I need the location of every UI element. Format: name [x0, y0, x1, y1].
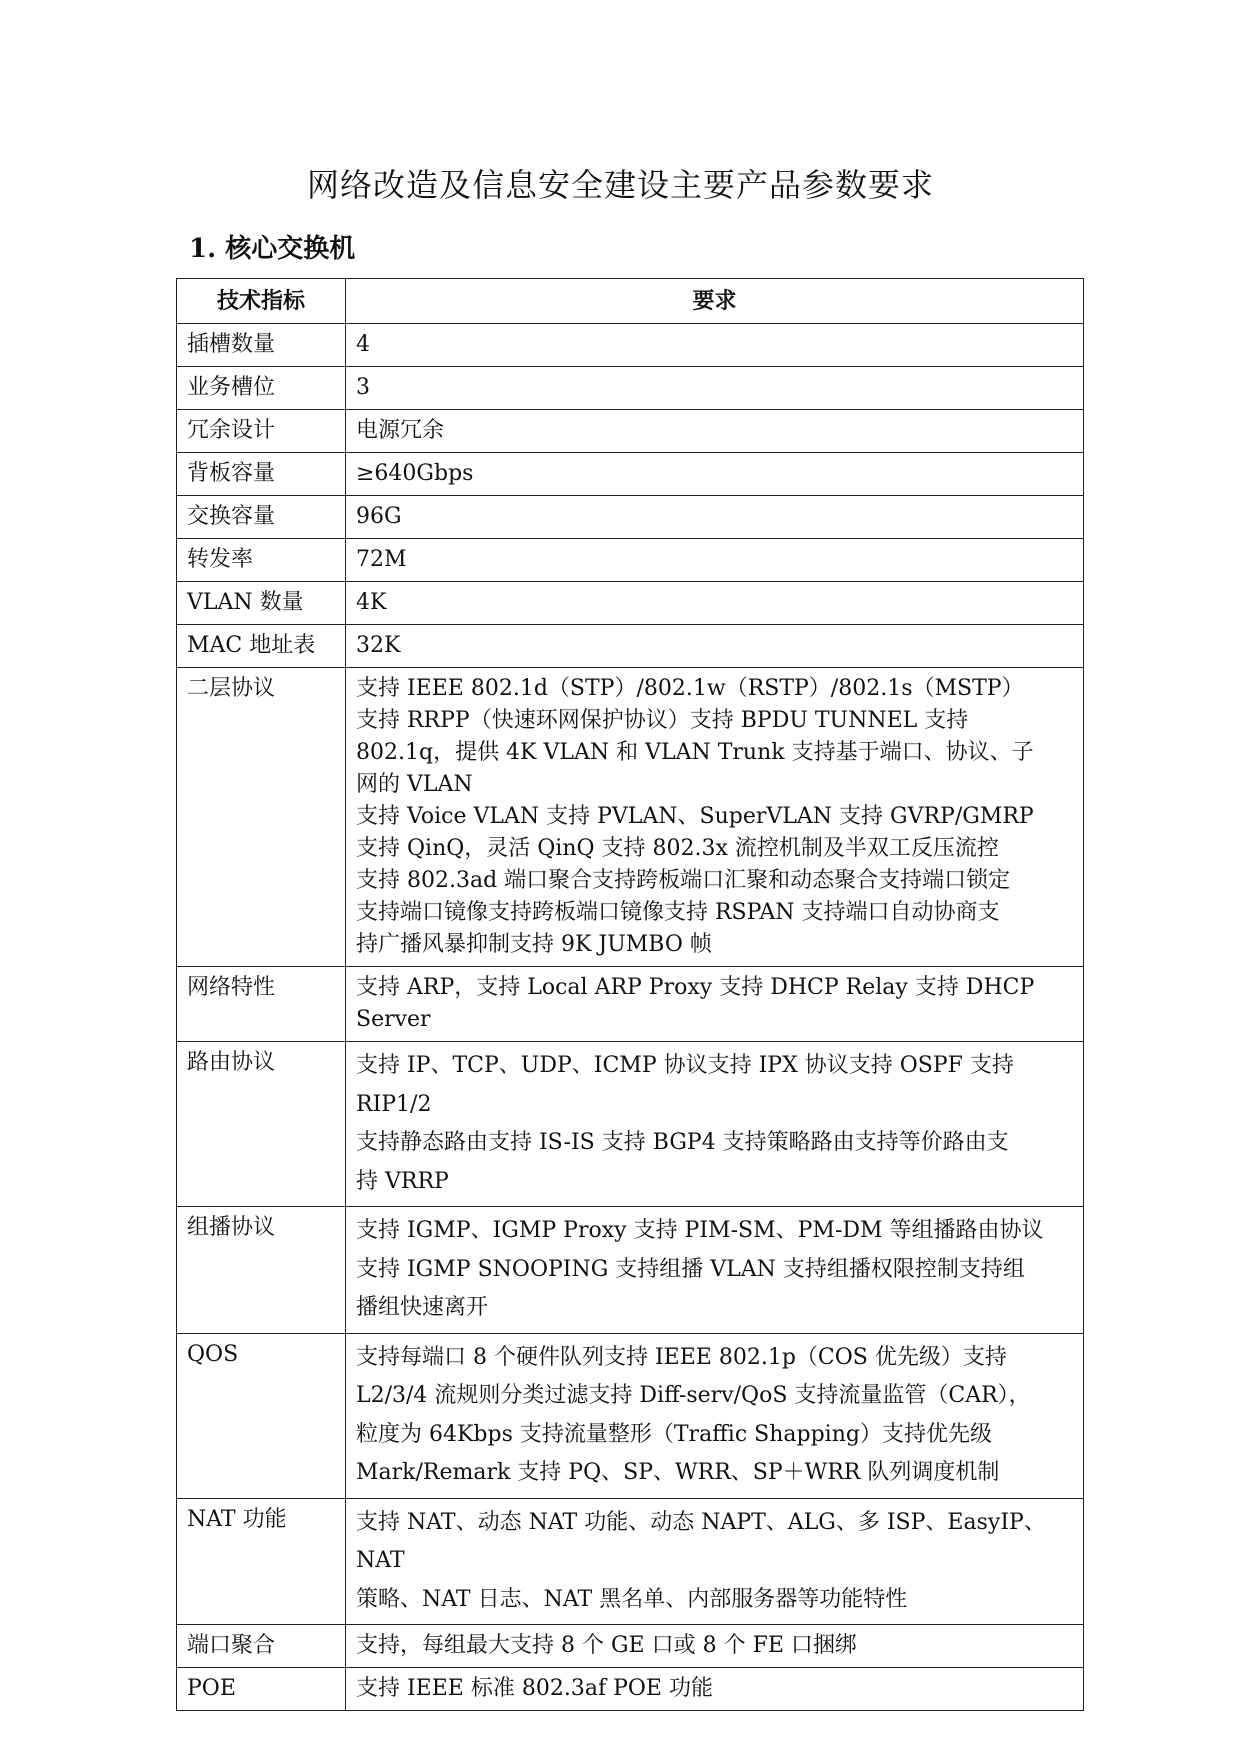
- spec-value-line: 3: [356, 375, 370, 400]
- spec-value-line: 支持 IEEE 802.1d（STP）/802.1w（RSTP）/802.1s（MSTP）: [356, 676, 1024, 701]
- spec-value: [346, 668, 1084, 967]
- table-header-row: [177, 279, 1084, 324]
- spec-value-line: 支持 IGMP、IGMP Proxy 支持 PIM-SM、PM-DM 等组播路由协议: [356, 1218, 1044, 1243]
- spec-value-line: 粒度为 64Kbps 支持流量整形（Traffic Shapping）支持优先级: [356, 1421, 992, 1447]
- spec-value-line: 支持 ARP，支持 Local ARP Proxy 支持 DHCP Relay 支持 DHCP: [356, 975, 1035, 1000]
- spec-name: 插槽数量: [177, 324, 346, 367]
- spec-value: [346, 625, 1084, 668]
- spec-value-line: 32K: [356, 633, 401, 658]
- spec-name: 转发率: [177, 539, 346, 582]
- spec-value-line: RIP1/2: [356, 1091, 432, 1117]
- spec-name: 冗余设计: [177, 410, 346, 453]
- spec-value-line: 电源冗余: [356, 418, 445, 443]
- table-row: [177, 1333, 1084, 1498]
- spec-name: 背板容量: [177, 453, 346, 496]
- spec-value-line: 支持每端口 8 个硬件队列支持 IEEE 802.1p（COS 优先级）支持: [356, 1344, 1007, 1370]
- spec-value-line: 支持 NAT、动态 NAT 功能、动态 NAPT、ALG、多 ISP、EasyIP、NAT: [356, 1509, 1046, 1573]
- spec-value-line: 策略、NAT 日志、NAT 黑名单、内部服务器等功能特性: [356, 1586, 908, 1612]
- spec-value-line: 支持 Voice VLAN 支持 PVLAN、SuperVLAN 支持 GVRP/GMRP: [356, 804, 1034, 829]
- spec-value-line: 支持 RRPP（快速环网保护协议）支持 BPDU TUNNEL 支持: [356, 708, 969, 733]
- table-row: [177, 1498, 1084, 1625]
- spec-value: [346, 410, 1084, 453]
- spec-value-line: 支持 802.3ad 端口聚合支持跨板端口汇聚和动态聚合支持端口锁定: [356, 868, 1011, 893]
- spec-value-line: 支持 IGMP SNOOPING 支持组播 VLAN 支持组播权限控制支持组: [356, 1256, 1025, 1282]
- spec-value: [346, 1668, 1084, 1711]
- document-title: 网络改造及信息安全建设主要产品参数要求: [306, 166, 934, 204]
- spec-value-line: 4: [356, 332, 370, 357]
- table-row: [177, 410, 1084, 453]
- spec-value-line: 802.1q，提供 4K VLAN 和 VLAN Trunk 支持基于端口、协议、子: [356, 740, 1034, 765]
- spec-value: [346, 1207, 1084, 1334]
- spec-value-line: 96G: [356, 504, 402, 529]
- table-row: [177, 539, 1084, 582]
- spec-name: 组播协议: [177, 1207, 346, 1334]
- spec-value: [346, 496, 1084, 539]
- spec-value-line: 4K: [356, 590, 387, 615]
- spec-value: [346, 367, 1084, 410]
- table-row: [177, 668, 1084, 967]
- spec-name: 端口聚合: [177, 1625, 346, 1668]
- spec-value-line: 支持端口镜像支持跨板端口镜像支持 RSPAN 支持端口自动协商支: [356, 900, 1000, 925]
- spec-value: [346, 1625, 1084, 1668]
- spec-value: [346, 1042, 1084, 1207]
- table-row: [177, 1042, 1084, 1207]
- spec-value-line: 持 VRRP: [356, 1168, 449, 1194]
- spec-name: 路由协议: [177, 1042, 346, 1207]
- spec-value: [346, 582, 1084, 625]
- spec-name: 二层协议: [177, 668, 346, 967]
- spec-value-line: 支持，每组最大支持 8 个 GE 口或 8 个 FE 口捆绑: [356, 1633, 857, 1658]
- spec-value-line: 支持静态路由支持 IS-IS 支持 BGP4 支持策略路由支持等价路由支: [356, 1130, 1009, 1155]
- spec-name: NAT 功能: [177, 1498, 346, 1625]
- section-heading: 1. 核心交换机: [189, 234, 356, 264]
- spec-value-line: ≥640Gbps: [356, 461, 474, 486]
- spec-value: [346, 539, 1084, 582]
- header-requirement: 要求: [346, 279, 1084, 324]
- table-row: [177, 582, 1084, 625]
- spec-value-line: 播组快速离开: [356, 1295, 489, 1320]
- spec-name: 业务槽位: [177, 367, 346, 410]
- spec-name: 交换容量: [177, 496, 346, 539]
- table-row: [177, 1625, 1084, 1668]
- table-row: [177, 967, 1084, 1042]
- spec-name: QOS: [177, 1333, 346, 1498]
- spec-value-line: 支持 QinQ，灵活 QinQ 支持 802.3x 流控机制及半双工反压流控: [356, 836, 999, 861]
- spec-value: [346, 453, 1084, 496]
- spec-value: [346, 967, 1084, 1042]
- spec-value: [346, 1498, 1084, 1625]
- spec-value-line: 持广播风暴抑制支持 9K JUMBO 帧: [356, 932, 712, 957]
- spec-name: VLAN 数量: [177, 582, 346, 625]
- table-row: [177, 1207, 1084, 1334]
- spec-value: [346, 324, 1084, 367]
- header-indicator: 技术指标: [177, 279, 346, 324]
- spec-value-line: L2/3/4 流规则分类过滤支持 Diff-serv/QoS 支持流量监管（CAR），: [356, 1383, 1031, 1408]
- table-row: [177, 367, 1084, 410]
- spec-value-line: 支持 IP、TCP、UDP、ICMP 协议支持 IPX 协议支持 OSPF 支持: [356, 1053, 1014, 1078]
- spec-value-line: Mark/Remark 支持 PQ、SP、WRR、SP＋WRR 队列调度机制: [356, 1460, 1000, 1485]
- table-row: [177, 496, 1084, 539]
- table-row: [177, 324, 1084, 367]
- spec-value: [346, 1333, 1084, 1498]
- spec-name: POE: [177, 1668, 346, 1711]
- spec-name: 网络特性: [177, 967, 346, 1042]
- table-row: [177, 1668, 1084, 1711]
- spec-name: MAC 地址表: [177, 625, 346, 668]
- spec-value-line: 72M: [356, 547, 407, 572]
- spec-value-line: 网的 VLAN: [356, 772, 473, 797]
- spec-value-line: Server: [356, 1007, 431, 1032]
- spec-value-line: 支持 IEEE 标准 802.3af POE 功能: [356, 1676, 713, 1701]
- spec-table: [176, 278, 1084, 1711]
- table-row: [177, 625, 1084, 668]
- table-row: [177, 453, 1084, 496]
